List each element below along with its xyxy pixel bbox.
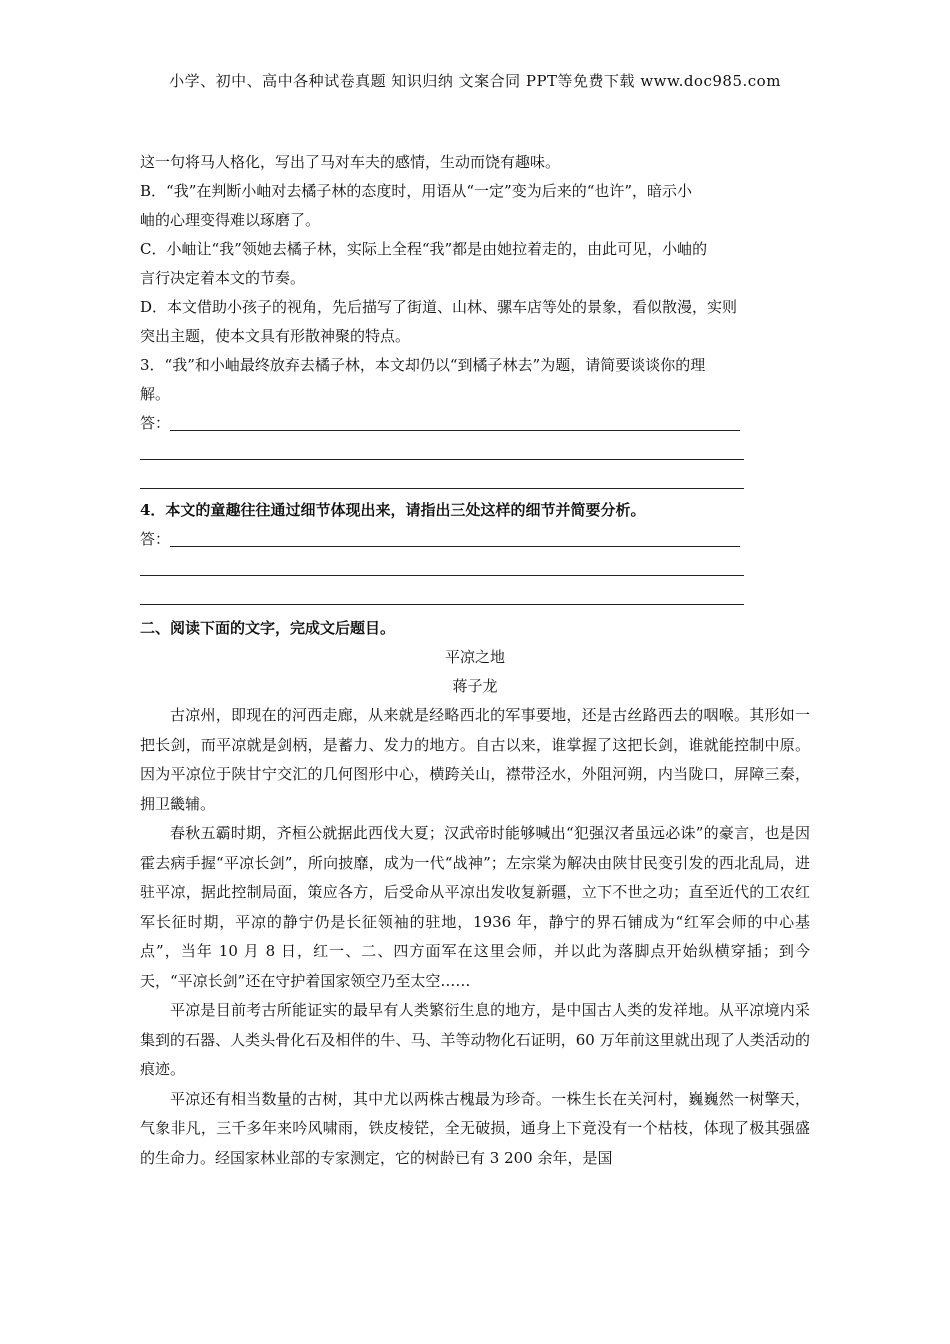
article-paragraph-4: 平凉还有相当数量的古树，其中尤以两株古槐最为珍奇。一株生长在关河村，巍巍然一树擎天，气象非凡，三千多年来吟风啸雨，铁皮棱铓，全无破损，通身上下竟没有一个枯枝，体现了极其强盛的生命力。经国家林业部的专家测定，它的树龄已有 3 200 余年，是国 [140, 1089, 810, 1167]
option-c-line-1: C．小岫让“我”领她去橘子林，实际上全程“我”都是由她拉着走的，由此可见，小岫的 [140, 240, 708, 258]
page-header: 小学、初中、高中各种试卷真题 知识归纳 文案合同 PPT等免费下载 www.doc985.com [169, 72, 781, 90]
question-4: 4．本文的童趣往往通过细节体现出来，请指出三处这样的细节并简要分析。 [140, 501, 646, 519]
answer-4-row-1 [140, 525, 810, 554]
option-d-line-2: 突出主题，使本文具有形散神聚的特点。 [140, 327, 411, 345]
section-2-heading: 二、阅读下面的文字，完成文后题目。 [140, 619, 396, 637]
option-b-line-1: B．“我”在判断小岫对去橘子林的态度时，用语从“一定”变为后来的“也许”，暗示小 [140, 182, 693, 200]
question-2-tail: 这一句将马人格化，写出了马对车夫的感情，生动而饶有趣味。 [140, 153, 561, 171]
article-paragraph-1: 古凉州，即现在的河西走廊，从来就是经略西北的军事要地，还是古丝路西去的咽喉。其形如一把长剑，而平凉就是剑柄，是蓄力、发力的地方。自古以来，谁掌握了这把长剑，谁就能控制中原。因为平凉位于陕甘宁交汇的几何图形中心，横跨关山，襟带泾水，外阻河朔，内当陇口，屏障三秦，拥卫畿辅。 [140, 706, 810, 813]
answer-line[interactable] [170, 546, 740, 547]
question-3-line-1: 3．“我”和小岫最终放弃去橘子林，本文却仍以“到橘子林去”为题，请简要谈谈你的理 [140, 356, 706, 374]
document-body [140, 148, 810, 1173]
answer-line[interactable] [140, 575, 744, 576]
answer-line[interactable] [170, 430, 740, 431]
answer-line[interactable] [140, 604, 744, 605]
answer-line[interactable] [140, 459, 744, 460]
answer-line[interactable] [140, 488, 744, 489]
article-paragraph-2: 春秋五霸时期，齐桓公就据此西伐大夏；汉武帝时能够喊出“犯强汉者虽远必诛”的豪言，也是因霍去病手握“平凉长剑”，所向披靡，成为一代“战神”；左宗棠为解决由陕甘民变引发的西北乱局，进驻平凉，据此控制局面，策应各方，后受命从平凉出发收复新疆，立下不世之功；直至近代的工农红军长征时期，平凉的静宁仍是长征领袖的驻地，1936 年，静宁的界石铺成为“红军会师的中心基点”，当年 10 月 8 日，红一、二、四方面军在这里会师，并以此为落脚点开始纵横穿插；到今天，“平凉长剑”还在守护着国家领空乃至太空…… [140, 824, 810, 990]
answer-3-row-2 [140, 438, 810, 467]
option-c-line-2: 言行决定着本文的节奏。 [140, 269, 306, 287]
answer-label: 答： [140, 414, 171, 432]
article-paragraph-3: 平凉是目前考古所能证实的最早有人类繁衍生息的地方，是中国古人类的发祥地。从平凉境内采集到的石器、人类头骨化石及相伴的牛、马、羊等动物化石证明，60 万年前这里就出现了人类活动的痕迹。 [140, 1001, 810, 1078]
article-author: 蒋子龙 [452, 677, 498, 695]
option-b-line-2: 岫的心理变得难以琢磨了。 [140, 211, 321, 229]
answer-3-row-1 [140, 409, 810, 438]
answer-4-row-3 [140, 583, 810, 612]
article-title: 平凉之地 [444, 648, 505, 666]
option-d-line-1: D．本文借助小孩子的视角，先后描写了街道、山林、骡车店等处的景象，看似散漫，实则 [140, 298, 738, 316]
question-3-line-2: 解。 [140, 385, 171, 403]
answer-4-row-2 [140, 554, 810, 583]
answer-3-row-3 [140, 467, 810, 496]
answer-label: 答： [140, 530, 171, 548]
